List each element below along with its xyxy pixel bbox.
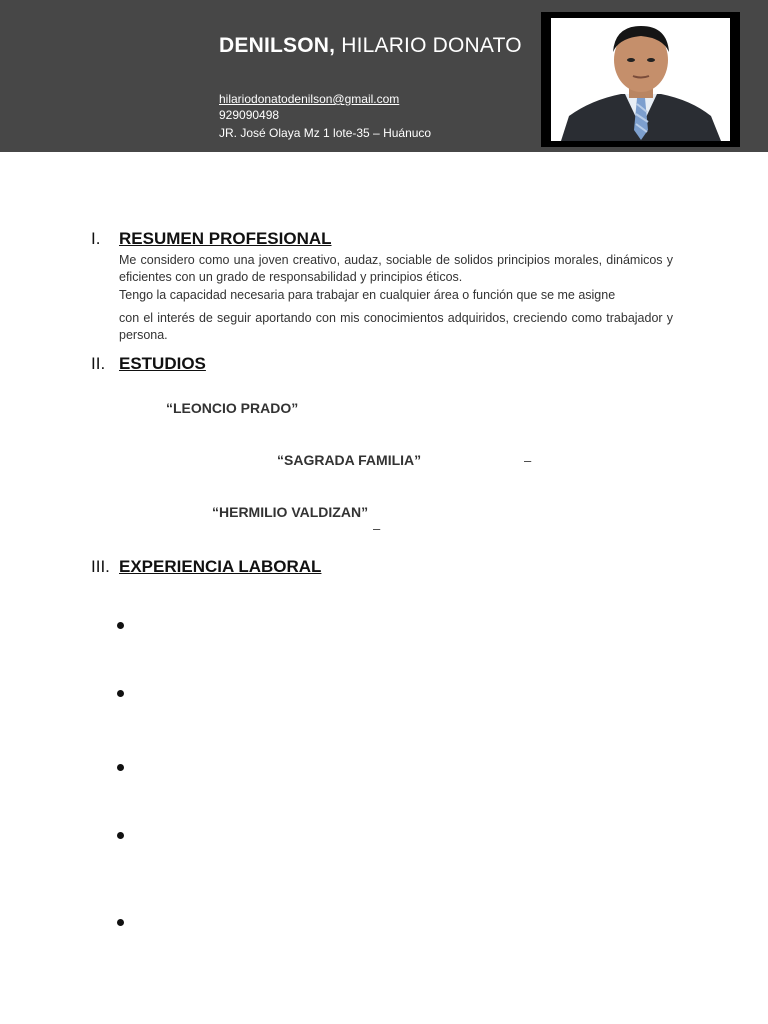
surname: DENILSON, (219, 34, 336, 57)
section-title-experience: EXPERIENCIA LABORAL (119, 557, 322, 576)
summary-paragraph-2-line-1: Tengo la capacidad necesaria para trabajar en cualquier área o función que se me asigne (119, 288, 616, 302)
phone-number: 929090498 (219, 108, 280, 122)
full-name (219, 34, 522, 58)
section-title-studies: ESTUDIOS (119, 354, 206, 373)
dash-separator: – (373, 521, 381, 536)
profile-photo-frame (541, 12, 740, 147)
person-portrait-icon (551, 18, 730, 141)
school-name: “LEONCIO PRADO” (166, 400, 299, 416)
bullet-point (117, 690, 124, 697)
address: JR. José Olaya Mz 1 lote-35 – Huánuco (219, 126, 432, 140)
email-link[interactable]: hilariodonatodenilson@gmail.com (219, 92, 400, 106)
section-number-experience: III. (91, 557, 110, 576)
given-names: HILARIO DONATO (341, 34, 522, 57)
header-banner (0, 0, 768, 152)
school-name: “HERMILIO VALDIZAN” (212, 504, 369, 520)
dash-separator: – (524, 453, 532, 468)
summary-paragraph-2-line-2: con el interés de seguir aportando con mis conocimientos adquiridos, creciendo como trabajador y persona. (119, 311, 673, 342)
section-number-studies: II. (91, 354, 106, 373)
bullet-point (117, 919, 124, 926)
section-number-summary: I. (91, 229, 101, 248)
section-title-summary: RESUMEN PROFESIONAL (119, 229, 332, 248)
bullet-point (117, 764, 124, 771)
school-name: “SAGRADA FAMILIA” (277, 452, 422, 468)
bullet-point (117, 622, 124, 629)
summary-paragraph-1: Me considero como una joven creativo, audaz, sociable de solidos principios morales, dinámicos y eficientes con un grado de responsabilidad y principios éticos. (119, 253, 673, 284)
bullet-point (117, 832, 124, 839)
profile-photo (551, 18, 730, 141)
